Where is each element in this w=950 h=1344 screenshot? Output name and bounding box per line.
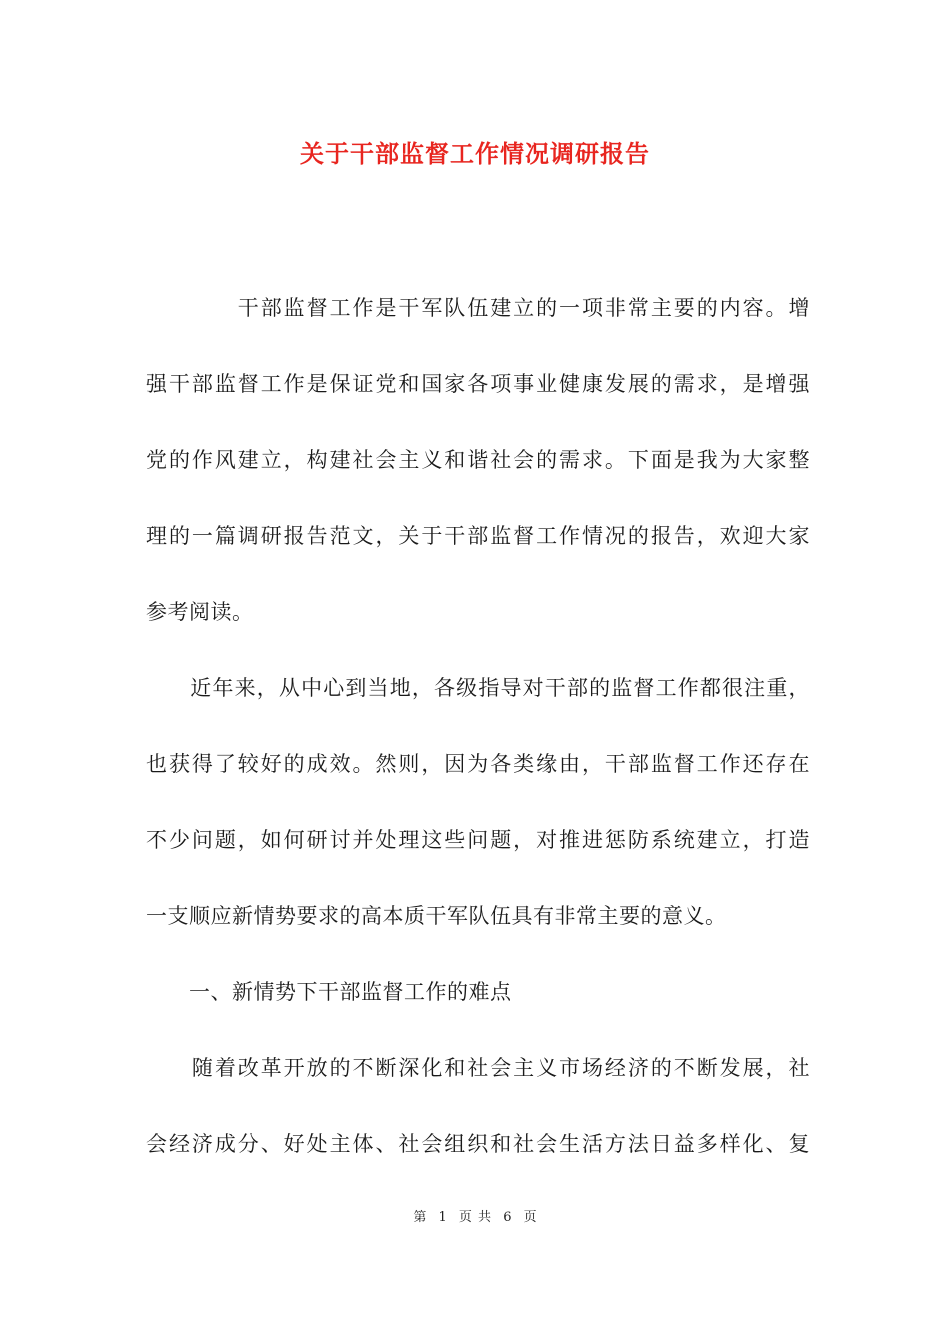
footer-current-page: 1 <box>438 1210 447 1225</box>
paragraph-line: 党的作风建立，构建社会主义和谐社会的需求。下面是我为大家整 <box>146 448 810 472</box>
paragraph-line: 强干部监督工作是保证党和国家各项事业健康发展的需求，是增强 <box>146 372 810 396</box>
paragraph-line: 参考阅读。 <box>146 600 254 624</box>
paragraph-line: 不少问题，如何研讨并处理这些问题，对推进惩防系统建立，打造 <box>146 828 810 852</box>
paragraph-line: 干部监督工作是干军队伍建立的一项非常主要的内容。增 <box>146 296 810 320</box>
footer-suffix: 页 <box>523 1210 537 1225</box>
paragraph-line: 也获得了较好的成效。然则，因为各类缘由，干部监督工作还存在 <box>146 752 810 776</box>
paragraph-line: 近年来，从中心到当地，各级指导对干部的监督工作都很注重， <box>146 676 810 700</box>
section-heading: 一、新情势下干部监督工作的难点 <box>146 980 512 1004</box>
paragraph-line: 一支顺应新情势要求的高本质干军队伍具有非常主要的意义。 <box>146 904 727 928</box>
footer-prefix: 第 <box>413 1210 427 1225</box>
document-title: 关于干部监督工作情况调研报告 <box>300 139 650 168</box>
paragraph-line: 随着改革开放的不断深化和社会主义市场经济的不断发展，社 <box>146 1056 810 1080</box>
paragraph-line: 会经济成分、好处主体、社会组织和社会生活方法日益多样化、复 <box>146 1132 810 1156</box>
footer-middle: 页 共 <box>458 1210 492 1225</box>
page-footer <box>0 1206 950 1230</box>
footer-total-pages: 6 <box>503 1210 512 1225</box>
document-body <box>146 270 810 1182</box>
paragraph-line: 理的一篇调研报告范文，关于干部监督工作情况的报告，欢迎大家 <box>146 524 810 548</box>
